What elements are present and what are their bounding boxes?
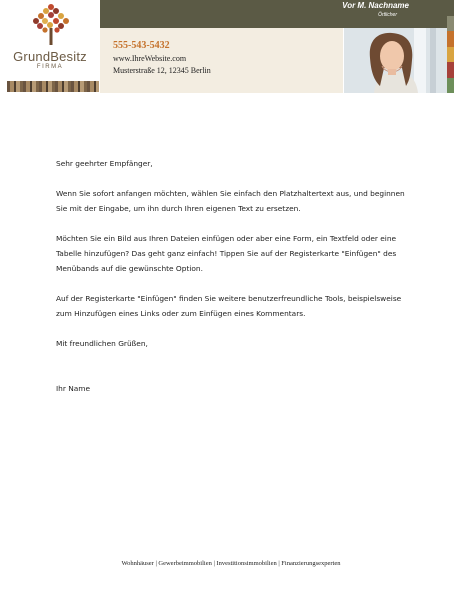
agent-title: Örtlicher <box>378 12 397 18</box>
stone-texture-strip <box>7 81 99 92</box>
header-name-bar <box>100 0 447 28</box>
agent-name: Vor M. Nachname <box>342 1 409 10</box>
closing: Mit freundlichen Grüßen, <box>56 339 148 348</box>
paragraph-3: Auf der Registerkarte "Einfügen" finden Sie weitere benutzerfreundliche Tools, beispielsweise zum Hinzufügen eines Links oder zum Einfügen eines Kommentars. <box>56 294 402 318</box>
color-strip-segment <box>447 16 454 32</box>
letter-body <box>56 156 416 411</box>
address: Musterstraße 12, 12345 Berlin <box>113 66 211 75</box>
contact-block <box>100 28 343 93</box>
paragraph-2: Möchten Sie ein Bild aus Ihren Dateien einfügen oder aber eine Form, ein Textfeld oder eine Tabelle hinzufügen? Das geht ganz einfach! Tippen Sie auf der Registerkarte "Einfügen" des Menübands auf die gewünschte Option. <box>56 234 397 273</box>
signature: Ihr Name <box>56 384 91 393</box>
company-name: GrundBesitz <box>13 49 87 64</box>
company-logo <box>0 0 100 93</box>
color-strip-segment <box>447 62 454 78</box>
color-strip-segment <box>447 0 454 16</box>
portrait-image-icon <box>344 28 447 93</box>
footer-item: Finanzierungsexperten <box>281 560 341 567</box>
agent-photo <box>344 28 447 93</box>
color-strip-segment <box>447 78 454 94</box>
footer: Wohnhäuser | Gewerbeimmobilien | Investitionsimmobilien | Finanzierungsexperten <box>121 560 341 567</box>
footer-item: Gewerbeimmobilien <box>158 560 212 567</box>
color-strip-segment <box>447 31 454 47</box>
color-strip <box>447 0 454 93</box>
footer-item: Investitionsimmobilien <box>216 560 277 567</box>
paragraph-1: Wenn Sie sofort anfangen möchten, wählen Sie einfach den Platzhaltertext aus, und beginnen Sie mit der Eingabe, um ihn durch Ihren eigenen Text zu ersetzen. <box>56 189 405 213</box>
letterhead <box>0 0 462 93</box>
website: www.IhreWebsite.com <box>113 54 187 63</box>
company-tagline: FIRMA <box>36 64 64 70</box>
salutation: Sehr geehrter Empfänger, <box>56 159 153 168</box>
color-strip-segment <box>447 47 454 63</box>
footer-item: Wohnhäuser <box>121 560 154 567</box>
tree-logo-icon <box>29 2 73 46</box>
phone-number: 555-543-5432 <box>113 40 170 51</box>
